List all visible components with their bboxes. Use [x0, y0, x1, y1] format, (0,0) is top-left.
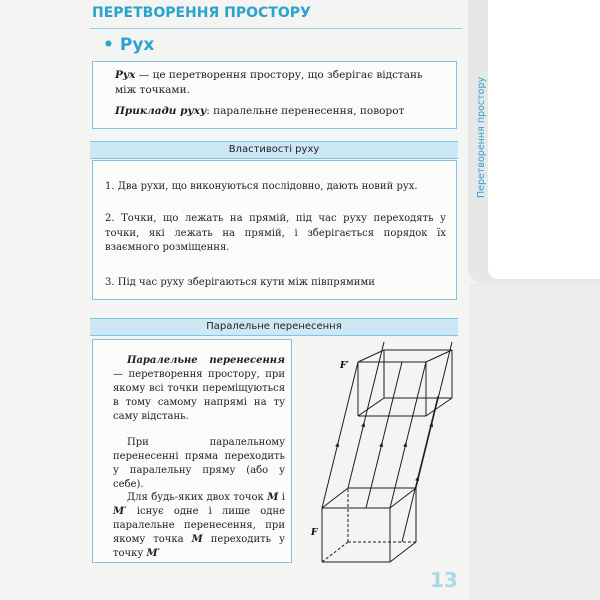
definition-term: Рух	[115, 69, 136, 81]
side-tab-inner	[488, 0, 600, 279]
section-heading	[103, 35, 154, 55]
translation-definition-text: — перетворення простору, при якому всі точки переміщуються в тому самому напрямі на ту саму відстань.	[113, 369, 285, 422]
definition-paragraph	[115, 68, 446, 97]
definition-text: — це перетворення простору, що зберігає відстань між точками.	[115, 69, 423, 96]
page-title: ПЕРЕТВОРЕННЯ ПРОСТОРУ	[92, 5, 311, 21]
side-strip	[470, 283, 600, 600]
side-tab-label: Перетворення простору	[476, 76, 487, 198]
point-m-symbol-2: M	[191, 534, 203, 545]
translation-heading: Паралельне перенесення	[90, 318, 458, 336]
box-f-depth-edge	[322, 542, 348, 562]
translation-line-property: При паралельному перенесенні пряма переходить у паралельну пряму (або у себе).	[113, 437, 285, 490]
label-f-prime: F′	[340, 361, 349, 371]
translation-definition	[113, 354, 285, 424]
translation-term: Паралельне перенесення	[127, 355, 285, 366]
translation-box	[92, 339, 292, 563]
properties-box	[92, 160, 457, 300]
box-f-prime-depth-edge	[358, 398, 384, 416]
side-tab	[468, 0, 600, 283]
point-m-prime-symbol: M′	[113, 506, 127, 517]
point-m-prime-symbol-2: M′	[146, 548, 161, 559]
uniqueness-text-d: переходить у точку	[113, 534, 285, 559]
translation-uniqueness	[113, 491, 285, 561]
page-number: 13	[430, 568, 458, 592]
translation-diagram	[300, 340, 462, 570]
properties-heading: Властивості руху	[90, 141, 458, 159]
uniqueness-text-a: Для будь-яких двох точок	[127, 492, 268, 503]
diagram-lines	[322, 342, 452, 562]
property-item-2: 2. Точки, що лежать на прямій, під час руху переходять у точки, які лежать на прямій, і зберігається порядок їх взаємного розміщення.	[105, 213, 446, 253]
section-bullet: •	[103, 35, 114, 55]
point-m-symbol: M	[267, 492, 279, 503]
examples-term: Приклади руху	[115, 105, 207, 117]
translation-vector-2	[348, 342, 384, 488]
property-item-3: 3. Під час руху зберігаються кути між півпрямими	[105, 277, 375, 288]
translation-vector-6	[402, 396, 438, 542]
definition-box	[92, 61, 457, 129]
translation-vector-5	[416, 342, 452, 488]
translation-vector-1	[322, 362, 358, 508]
uniqueness-text-c: існує одне і лише одне паралельне перенесення, при якому точка	[113, 506, 285, 545]
title-rule	[90, 28, 462, 29]
section-heading-text: Рух	[119, 35, 155, 55]
examples-paragraph	[115, 104, 446, 119]
box-f-depth-edge	[390, 542, 416, 562]
property-item-1: 1. Два рухи, що виконуються послідовно, дають новий рух.	[105, 181, 418, 192]
uniqueness-text-b: і	[278, 492, 285, 503]
box-f-prime-depth-edge	[426, 398, 452, 416]
examples-text: : паралельне перенесення, поворот	[206, 105, 405, 117]
label-f: F	[311, 528, 318, 538]
translation-vector-4	[390, 362, 426, 508]
